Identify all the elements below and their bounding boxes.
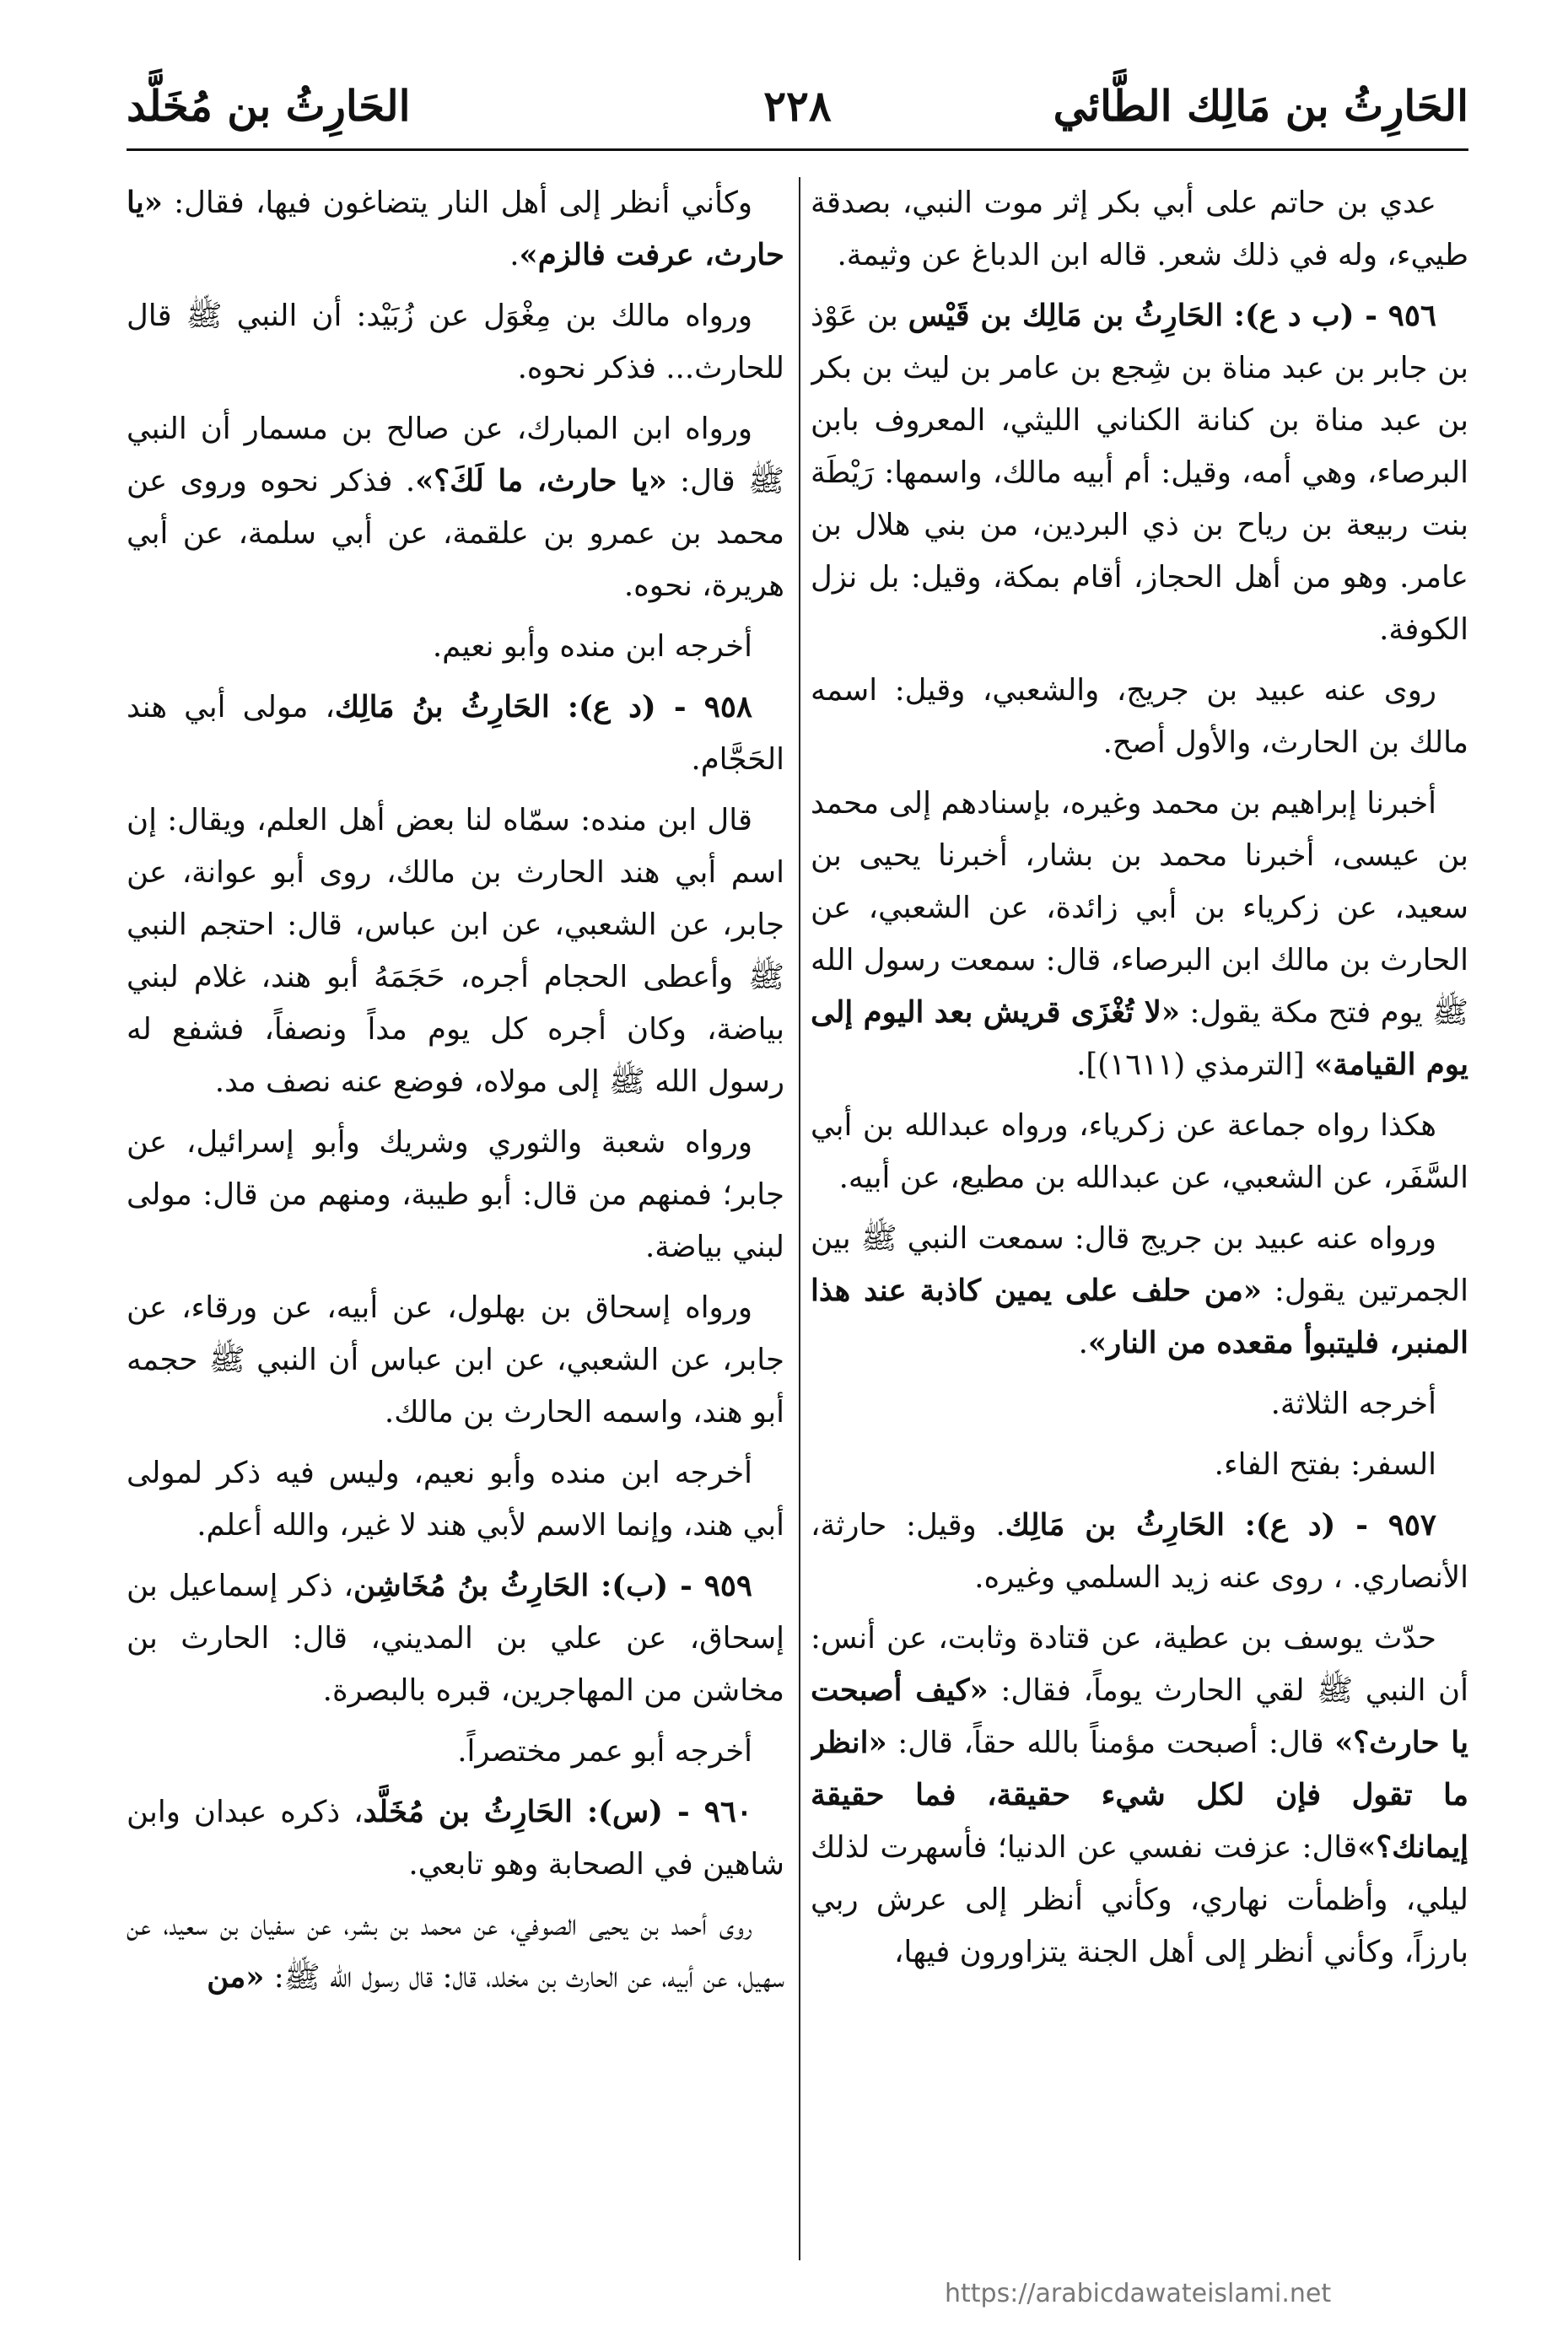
text-run: ورواه شعبة والثوري وشريك وأبو إسرائيل، عن جابر؛ فمنهم من قال: أبو طيبة، ومنهم من قال: مولى لبني بياضة.	[127, 1125, 784, 1264]
paragraph	[811, 1500, 1468, 1604]
paragraph	[127, 403, 784, 612]
paragraph	[811, 1378, 1468, 1430]
text-run: روى أحمد بن يحيى الصوفي، عن محمد بن بشر، عن سفيان بن سعيد، عن سهيل، عن أبيه، عن الحارث بن مخلد، قال: قال رسول الله ﷺ:	[127, 1908, 784, 1995]
text-run: أخرجه ابن منده وأبو نعيم، وليس فيه ذكر لمولى أبي هند، وإنما الاسم لأبي هند لا غير، والله أعلم.	[127, 1456, 784, 1543]
paragraph	[127, 621, 784, 673]
text-run: السفر: بفتح الفاء.	[1214, 1447, 1436, 1482]
running-title-left: الحَارِثُ بن مُخَلَّد	[127, 81, 411, 131]
text-run: قال: أصبحت مؤمناً بالله حقاً، قال:	[886, 1726, 1335, 1760]
text-run: ورواه إسحاق بن بهلول، عن أبيه، عن ورقاء، عن جابر، عن الشعبي، عن ابن عباس أن النبي ﷺ حجمه أبو هند، واسمه الحارث بن مالك.	[127, 1290, 784, 1430]
text-run: ، ذكره عبدان وابن شاهين في الصحابة وهو تابعي.	[127, 1795, 784, 1882]
text-run: حدّث يوسف بن عطية، عن قتادة وثابت، عن أنس: أن النبي ﷺ لقي الحارث يوماً، فقال:	[811, 1621, 1468, 1708]
text-run: . وقيل: حارثة، الأنصاري. ، روى عنه زيد السلمي وغيره.	[811, 1508, 1468, 1595]
column-divider	[799, 177, 800, 2260]
text-run: روى عنه عبيد بن جريج، والشعبي، وقيل: اسمه مالك بن الحارث، والأول أصح.	[811, 673, 1468, 760]
paragraph	[811, 177, 1468, 282]
bold-text-run: «يا حارث، عرفت فالزم»	[127, 186, 784, 272]
paragraph	[127, 1786, 784, 1891]
bold-text-run: ٩٦٠ - (س): الحَارِثُ بن مُخَلَّد	[363, 1795, 752, 1829]
bold-text-run: «لا تُغْزَى قريش بعد اليوم إلى يوم القيامة»	[811, 995, 1468, 1082]
bold-text-run: ٩٥٨ - (د ع): الحَارِثُ بنُ مَالِك	[334, 690, 752, 724]
running-title-right: الحَارِثُ بن مَالِك الطَّائي	[1053, 81, 1468, 131]
page-header	[127, 81, 1468, 151]
paragraph	[127, 1560, 784, 1717]
text-run: [الترمذي (١٦١١)].	[1076, 1048, 1315, 1082]
bold-text-run: «كيف أصبحت يا حارث؟»	[811, 1673, 1468, 1760]
bold-text-run: ٩٥٦ - (ب د ع): الحَارِثُ بن مَالِك بن قَيْس	[908, 299, 1436, 333]
text-run: أخرجه الثلاثة.	[1270, 1387, 1436, 1421]
text-run: ورواه ابن المبارك، عن صالح بن مسمار أن النبي ﷺ قال:	[127, 412, 784, 498]
paragraph	[811, 1100, 1468, 1204]
paragraph	[811, 290, 1468, 656]
text-run: أخرجه ابن منده وأبو نعيم.	[432, 629, 752, 664]
paragraph	[127, 177, 784, 282]
paragraph	[811, 1213, 1468, 1370]
text-run: هكذا رواه جماعة عن زكرياء، ورواه عبدالله بن أبي السَّفَر، عن الشعبي، عن عبدالله بن مطيع، عن أبيه.	[811, 1108, 1468, 1195]
bold-text-run: «انظر ما تقول فإن لكل شيء حقيقة، فما حقيقة إيمانك؟»	[811, 1726, 1468, 1865]
right-column	[811, 177, 1468, 2260]
text-run: .	[1078, 1326, 1088, 1360]
bold-text-run: ٩٥٧ - (د ع): الحَارِثُ بن مَالِك	[1005, 1508, 1436, 1543]
text-run: أخرجه أبو عمر مختصراً.	[457, 1734, 752, 1769]
paragraph	[127, 794, 784, 1108]
text-run: عدي بن حاتم على أبي بكر إثر موت النبي، بصدقة طييء، وله في ذلك شعر. قاله ابن الدباغ عن وثيمة.	[811, 186, 1468, 272]
text-run: وكأني أنظر إلى أهل النار يتضاغون فيها، فقال:	[162, 186, 752, 220]
bold-text-run: «يا حارث، ما لَكَ؟»	[415, 464, 667, 498]
paragraph	[811, 778, 1468, 1091]
paragraph	[127, 1899, 784, 2004]
bold-text-run: ٩٥٩ - (ب): الحَارِثُ بنُ مُخَاشِن	[353, 1569, 752, 1603]
text-run: ورواه عنه عبيد بن جريج قال: سمعت النبي ﷺ بين الجمرتين يقول:	[811, 1221, 1468, 1308]
bold-text-run: «من	[207, 1960, 265, 1995]
paragraph	[127, 681, 784, 786]
left-column	[127, 177, 784, 2260]
text-run: قال ابن منده: سمّاه لنا بعض أهل العلم، ويقال: إن اسم أبي هند الحارث بن مالك، روى أبو عوانة، عن جابر، عن الشعبي، عن ابن عباس، قال: احتجم النبي ﷺ وأعطى الحجام أجره، حَجَمَهُ أبو هند، غلام لبني بياضة، وكان أجره كل يوم مداً ونصفاً، فشفع له رسول الله ﷺ إلى مولاه، فوضع عنه نصف مد.	[127, 803, 784, 1099]
text-run: بن عَوْذ بن جابر بن عبد مناة بن شِجع بن عامر بن ليث بن بكر بن عبد مناة بن كنانة الكناني الليثي، المعروف بابن البرصاء، وهي أمه، وقيل: أم أبيه مالك، واسمها: رَيْطَة بنت ربيعة بن رياح بن ذي البردين، من بني هلال بن عامر. وهو من أهل الحجاز، أقام بمكة، وقيل: بل نزل الكوفة.	[811, 299, 1468, 647]
paragraph	[127, 1447, 784, 1552]
text-run: قال: عزفت نفسي عن الدنيا؛ فأسهرت لذلك ليلي، وأظمأت نهاري، وكأني أنظر إلى عرش ربي بارزاً، وكأني أنظر إلى أهل الجنة يتزاورون فيها،	[811, 1830, 1468, 1969]
text-run: ، ذكر إسماعيل بن إسحاق، عن علي بن المديني، قال: الحارث بن مخاشن من المهاجرين، قبره بالبصرة.	[127, 1569, 784, 1708]
paragraph	[127, 290, 784, 395]
paragraph	[811, 665, 1468, 769]
paragraph	[811, 1613, 1468, 1979]
watermark-url: https://arabicdawateislami.net	[945, 2279, 1332, 2308]
text-run: . فذكر نحوه وروى عن محمد بن عمرو بن علقمة، عن أبي سلمة، عن أبي هريرة، نحوه.	[127, 464, 784, 603]
text-run: .	[509, 238, 520, 272]
text-run: أخبرنا إبراهيم بن محمد وغيره، بإسنادهم إلى محمد بن عيسى، أخبرنا محمد بن بشار، أخبرنا يحيى بن سعيد، عن زكرياء بن أبي زائدة، عن الشعبي، عن الحارث بن مالك ابن البرصاء، قال: سمعت رسول الله ﷺ يوم فتح مكة يقول:	[811, 786, 1468, 1030]
page-number: ٢٢٨	[763, 81, 832, 131]
text-run: ورواه مالك بن مِغْوَل عن زُبَيْد: أن النبي ﷺ قال للحارث... فذكر نحوه.	[127, 299, 784, 385]
paragraph	[127, 1726, 784, 1778]
text-run: ، مولى أبي هند الحَجَّام.	[127, 690, 784, 777]
paragraph	[811, 1439, 1468, 1491]
bold-text-run: «من حلف على يمين كاذبة عند هذا المنبر، فليتبوأ مقعده من النار»	[811, 1274, 1468, 1360]
paragraph	[127, 1282, 784, 1439]
paragraph	[127, 1117, 784, 1274]
